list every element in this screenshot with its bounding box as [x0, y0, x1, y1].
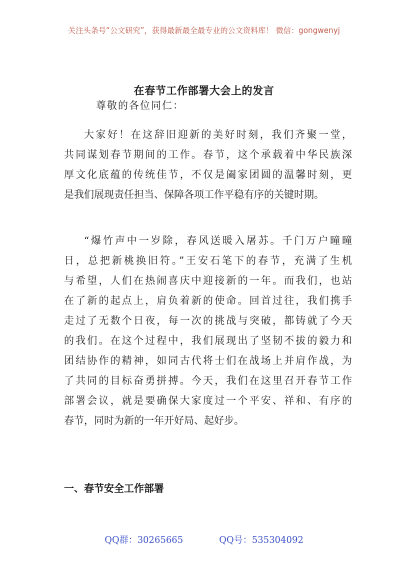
paragraph-line: 日，总把新桃换旧符。”王安石笔下的春节，充满了生机: [64, 256, 352, 267]
qq-group-text: QQ群：30265665: [104, 536, 184, 546]
paragraph-line: 春节，同时为新的一年开好局、起好步。: [64, 416, 244, 427]
paragraph-line: 厚文化底蕴的传统佳节，不仅是阖家团圆的温馨时刻，更: [64, 170, 352, 181]
paragraph-line: 大家好！在这辞旧迎新的美好时刻，我们齐聚一堂，: [84, 130, 352, 141]
paragraph-2: [64, 232, 352, 432]
paragraph-line: 的我们。在这个过程中，我们展现出了坚韧不拔的毅力和: [64, 336, 352, 347]
paragraph-line: “爆竹声中一岁除，春风送暖入屠苏。千门万户曈曈: [84, 236, 352, 247]
document-title: 在春节工作部署大会上的发言: [133, 85, 275, 97]
paragraph-line: 了共同的目标奋勇拼搏。今天，我们在这里召开春节工作: [64, 376, 352, 387]
qq-number-text: QQ号：535304092: [219, 536, 304, 546]
salutation: 尊敬的各位同仁：: [96, 101, 184, 112]
paragraph-line: 团结协作的精神，如同古代将士们在战场上并肩作战，为: [64, 356, 352, 367]
paragraph-line: 部署会议，就是要确保大家度过一个平安、祥和、有序的: [64, 396, 352, 407]
paragraph-line: 与希望，人们在热闹喜庆中迎接新的一年。而我们，也站: [64, 276, 352, 287]
footer-contact: [0, 533, 408, 546]
paragraph-line: 是我们展现责任担当、保障各项工作平稳有序的关键时期。: [64, 190, 324, 201]
paragraph-line: 在了新的起点上，肩负着新的使命。回首过往，我们携手: [64, 296, 352, 307]
paragraph-1: [64, 126, 352, 206]
section-heading: 一、春节安全工作部署: [64, 484, 164, 495]
paragraph-line: 共同谋划春节期间的工作。春节，这个承载着中华民族深: [64, 150, 352, 161]
header-banner: 关注头条号“公文研究”，获得最新最全最专业的公文资料库！ 微信：gongwenyj: [68, 26, 340, 35]
paragraph-line: 走过了无数个日夜，每一次的挑战与突破，都铸就了今天: [64, 316, 352, 327]
